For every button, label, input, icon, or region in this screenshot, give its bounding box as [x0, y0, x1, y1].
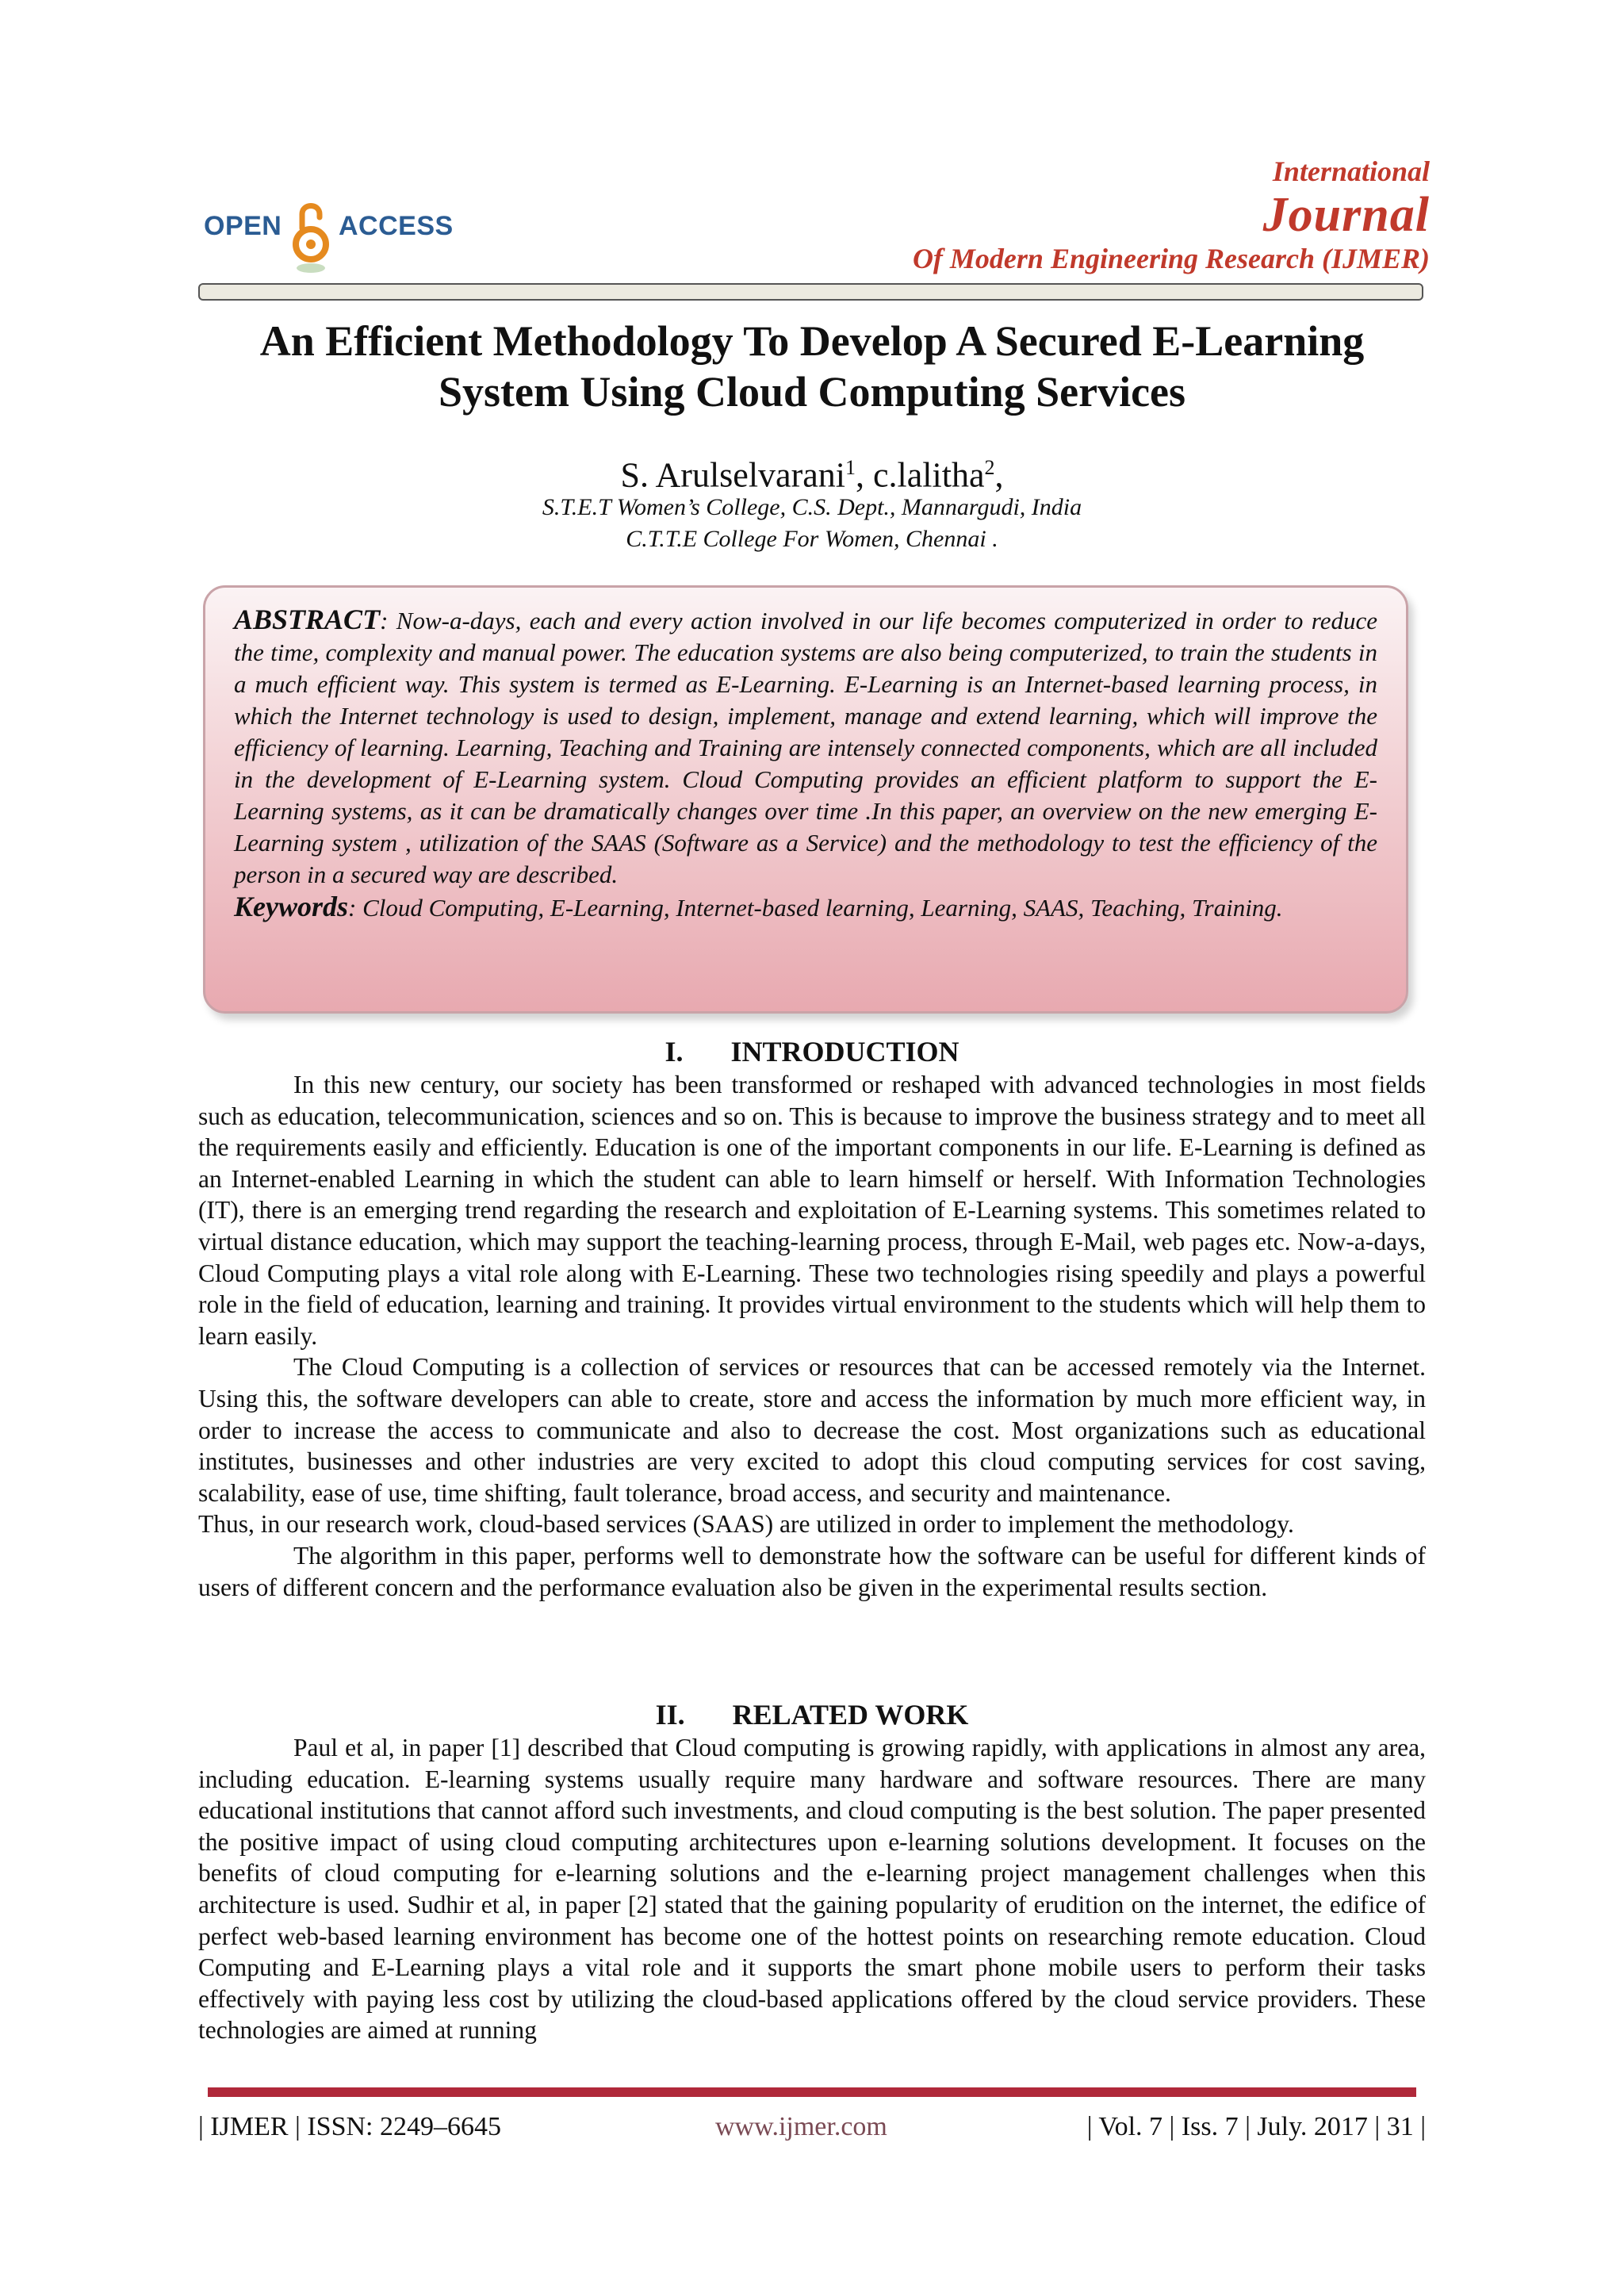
related-work-body — [198, 1732, 1426, 2046]
author-1: S. Arulselvarani — [620, 455, 845, 495]
title-line-2: System Using Cloud Computing Services — [438, 368, 1186, 416]
intro-paragraph-4: The algorithm in this paper, performs well to demonstrate how the software can be useful for different kinds of users of different concern and the performance evaluation also be given in the experimental results section. — [198, 1541, 1426, 1601]
abstract-body — [234, 604, 1377, 924]
paper-title — [159, 316, 1465, 417]
keywords-text: : Cloud Computing, E-Learning, Internet-based learning, Learning, SAAS, Teaching, Training. — [348, 894, 1283, 922]
logo-access-text: ACCESS — [339, 211, 454, 241]
page-footer — [198, 2110, 1426, 2145]
section-number: II. — [655, 1699, 685, 1731]
abstract-label: ABSTRACT — [234, 604, 381, 635]
section-number: I. — [665, 1036, 684, 1068]
footer-volume-page: | Vol. 7 | Iss. 7 | July. 2017 | 31 | — [1086, 2112, 1426, 2141]
author-2: c.lalitha — [873, 455, 985, 495]
author-separator: , — [856, 455, 873, 495]
author-2-sup: 2 — [984, 456, 995, 479]
intro-paragraph-1: In this new century, our society has been transformed or reshaped with advanced technologies in most fields such as education, telecommunication, sciences and so on. This is because to improve the business strategy and to meet all the requirements easily and efficiently. Education is one of the important components in our life. E-Learning is defined as an Internet-enabled Learning in which the student can able to learn himself or herself. With Information Technologies (IT), there is an emerging trend regarding the research and exploitation of E-Learning systems. This sometimes related to virtual distance education, which may support the teaching-learning process, through E-Mail, web pages etc. Now-a-days, Cloud Computing plays a vital role along with E-Learning. These two technologies rising speedily and plays a powerful role in the field of education, learning and training. It provides virtual environment to the students which will help them to learn easily. — [198, 1071, 1426, 1350]
footer-rule — [208, 2087, 1416, 2097]
open-access-logo — [202, 194, 472, 281]
intro-paragraph-3: Thus, in our research work, cloud-based services (SAAS) are utilized in order to implement the methodology. — [198, 1510, 1294, 1539]
journal-name: Journal — [1262, 188, 1430, 242]
related-paragraph-1: Paul et al, in paper [1] described that Cloud computing is growing rapidly, with applications in almost any area, including education. E-learning systems usually require many hardware and software resources. There are many educational institutions that cannot afford such investments, and cloud computing is the best solution. The paper presented the positive impact of using cloud computing architectures upon e-learning solutions development. It focuses on the benefits of cloud computing for e-learning solutions and the e-learning project management challenges when this architecture is used. Sudhir et al, in paper [2] stated that the gaining popularity of erudition on the internet, the edifice of perfect web-based learning environment has become one of the hottest points on researching remote education. Cloud Computing and E-Learning plays a vital role and it supports the smart phone mobile users to perform their tasks effectively with paying less cost by utilizing the cloud-based applications offered by the cloud service providers. These technologies are aimed at running — [198, 1734, 1426, 2045]
keywords-label: Keywords — [234, 891, 348, 922]
section-title: RELATED WORK — [732, 1699, 969, 1731]
section-heading-introduction — [198, 1034, 1426, 1069]
abstract-box — [203, 585, 1408, 1014]
introduction-body — [198, 1069, 1426, 1603]
keywords-line — [234, 891, 1377, 924]
title-line-1: An Efficient Methodology To Develop A Secured E-Learning — [259, 317, 1365, 365]
footer-website-link[interactable]: www.ijmer.com — [715, 2112, 887, 2141]
abstract-text: : Now-a-days, each and every action involved in our life becomes computerized in order to reduce the time, complexity and manual power. The education systems are also being computerized, to train the students in a much efficient way. This system is termed as E-Learning. E-Learning is an Internet-based learning process, in which the Internet technology is used to design, implement, manage and extend learning, which will improve the efficiency of learning. Learning, Teaching and Training are intensely connected components, which are all included in the development of E-Learning system. Cloud Computing provides an efficient platform to support the E-Learning systems, as it can be dramatically changes over time .In this paper, an overview on the new emerging E-Learning system , utilization of the SAAS (Software as a Service) and the methodology to test the efficiency of the person in a secured way are described. — [234, 607, 1377, 888]
journal-international: International — [1272, 155, 1430, 187]
section-title: INTRODUCTION — [730, 1036, 959, 1068]
author-1-sup: 1 — [845, 456, 856, 479]
logo-open-text: OPEN — [204, 211, 282, 241]
author-end: , — [994, 455, 1004, 495]
author-line — [159, 446, 1465, 498]
open-access-lock-icon — [291, 194, 331, 276]
journal-masthead — [913, 154, 1430, 276]
section-heading-related-work — [198, 1697, 1426, 1732]
affiliation-1: S.T.E.T Women’s College, C.S. Dept., Mannargudi, India — [542, 494, 1082, 520]
footer-issn: | IJMER | ISSN: 2249–6645 — [198, 2112, 501, 2141]
header-divider-bar — [198, 283, 1423, 301]
affiliation-2: C.T.T.E College For Women, Chennai . — [626, 526, 998, 552]
journal-subtitle: Of Modern Engineering Research (IJMER) — [912, 243, 1430, 274]
intro-paragraph-2: The Cloud Computing is a collection of services or resources that can be accessed remotely via the Internet. Using this, the software developers can able to create, store and access the information by much more efficient way, in order to increase the access to communicate and also to decrease the cost. Most organizations such as educational institutes, businesses and other industries are very excited to adopt this cloud computing services for cost saving, scalability, ease of use, time shifting, fault tolerance, broad access, and security and maintenance. — [198, 1353, 1426, 1507]
